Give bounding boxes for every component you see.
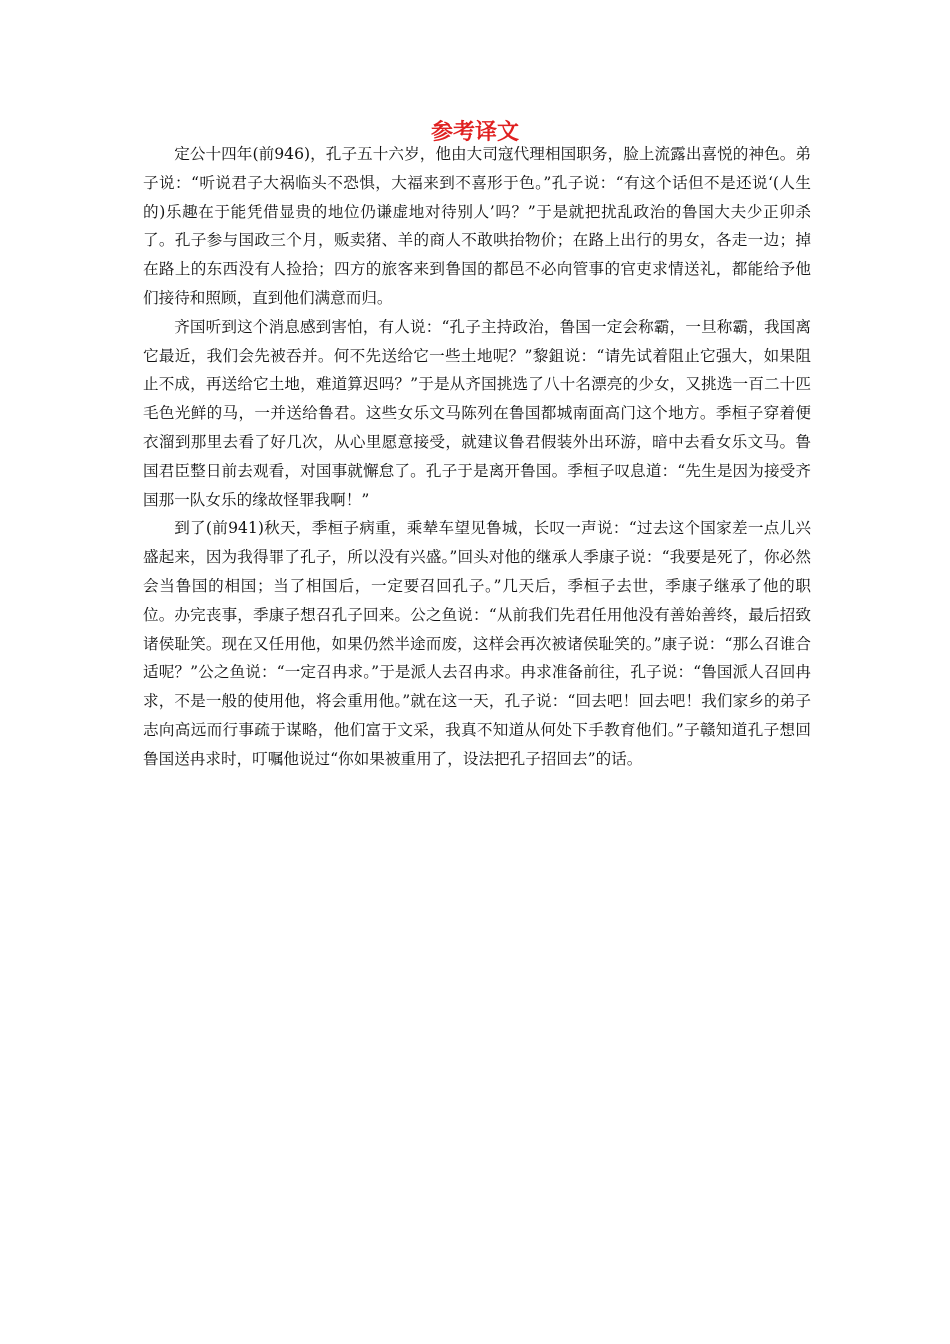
paragraph-1: 定公十四年(前946)，孔子五十六岁，他由大司寇代理相国职务，脸上流露出喜悦的神色。弟子说：“听说君子大祸临头不恐惧，大福来到不喜形于色。”孔子说：“有这个话但不是还说‘(人生的)乐趣在于能凭借显贵的地位仍谦虚地对待别人’吗？”于是就把扰乱政治的鲁国大夫少正卯杀了。孔子参与国政三个月，贩卖猪、羊的商人不敢哄抬物价；在路上出行的男女，各走一边；掉在路上的东西没有人捡拾；四方的旅客来到鲁国的都邑不必向管事的官吏求情送礼，都能给予他们接待和照顾，直到他们满意而归。 (143, 145, 811, 307)
paragraph-3: 到了(前941)秋天，季桓子病重，乘辇车望见鲁城，长叹一声说：“过去这个国家差一点儿兴盛起来，因为我得罪了孔子，所以没有兴盛。”回头对他的继承人季康子说：“我要是死了，你必然会当鲁国的相国；当了相国后，一定要召回孔子。”几天后，季桓子去世，季康子继承了他的职位。办完丧事，季康子想召孔子回来。公之鱼说：“从前我们先君任用他没有善始善终，最后招致诸侯耻笑。现在又任用他，如果仍然半途而废，这样会再次被诸侯耻笑的。”康子说：“那么召谁合适呢？”公之鱼说：“一定召冉求。”于是派人去召冉求。冉求准备前往，孔子说：“鲁国派人召回冉求，不是一般的使用他，将会重用他。”就在这一天，孔子说：“回去吧！回去吧！我们家乡的弟子志向高远而行事疏于谋略，他们富于文采，我真不知道从何处下手教育他们。”子赣知道孔子想回鲁国送冉求时，叮嘱他说过“你如果被重用了，设法把孔子招回去”的话。 (143, 519, 811, 768)
page-title: 参考译文 (430, 120, 519, 145)
translation-body (143, 140, 811, 774)
paragraph-2: 齐国听到这个消息感到害怕，有人说：“孔子主持政治，鲁国一定会称霸，一旦称霸，我国离它最近，我们会先被吞并。何不先送给它一些土地呢？”黎鉏说：“请先试着阻止它强大，如果阻止不成，再送给它土地，难道算迟吗？”于是从齐国挑选了八十名漂亮的少女，又挑选一百二十匹毛色光鲜的马，一并送给鲁君。这些女乐文马陈列在鲁国都城南面高门这个地方。季桓子穿着便衣溜到那里去看了好几次，从心里愿意接受，就建议鲁君假装外出环游，暗中去看女乐文马。鲁国君臣整日前去观看，对国事就懈怠了。孔子于是离开鲁国。季桓子叹息道：“先生是因为接受齐国那一队女乐的缘故怪罪我啊！” (143, 317, 811, 509)
